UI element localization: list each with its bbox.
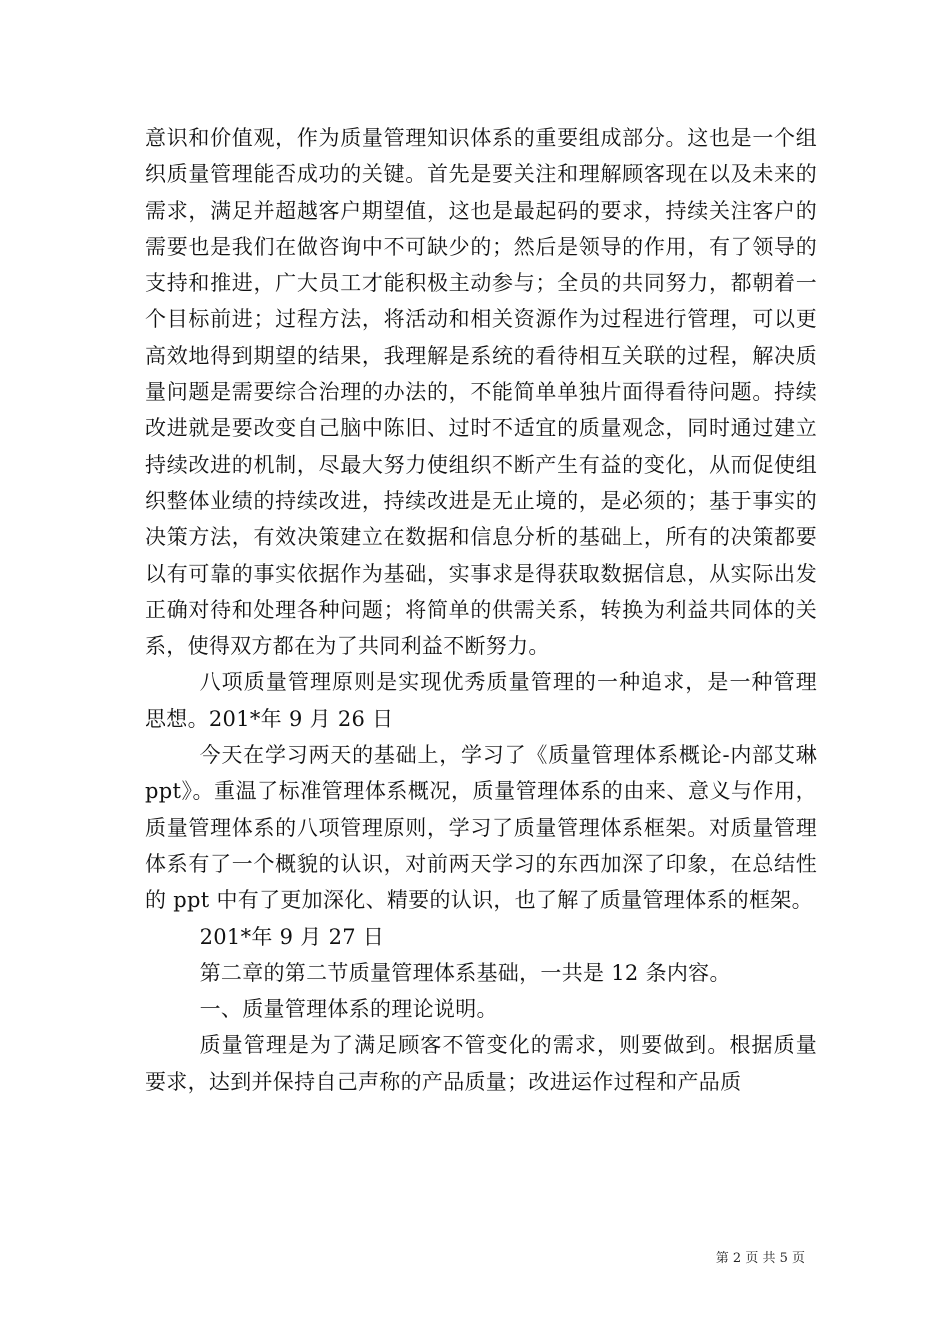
paragraph-quality-management: 质量管理是为了满足顾客不管变化的需求，则要做到。根据质量要求，达到并保持自己声称的产品质量；改进运作过程和产品质	[145, 1033, 817, 1094]
page-number: 第 2 页 共 5 页	[715, 1251, 805, 1266]
document-body	[145, 120, 817, 1100]
date-heading: 201*年 9 月 27 日	[199, 924, 385, 949]
section-heading-theory: 一、质量管理体系的理论说明。	[199, 997, 498, 1022]
paragraph-principles-explanation: 意识和价值观，作为质量管理知识体系的重要组成部分。这也是一个组织质量管理能否成功的关键。首先是要关注和理解顾客现在以及未来的需求，满足并超越客户期望值，这也是最起码的要求，持续关注客户的需要也是我们在做咨询中不可缺少的；然后是领导的作用，有了领导的支持和推进，广大员工才能积极主动参与；全员的共同努力，都朝着一个目标前进；过程方法，将活动和相关资源作为过程进行管理，可以更高效地得到期望的结果，我理解是系统的看待相互关联的过程，解决质量问题是需要综合治理的办法的，不能简单单独片面得看待问题。持续改进就是要改变自己脑中陈旧、过时不适宜的质量观念，同时通过建立持续改进的机制，尽最大努力使组织不断产生有益的变化，从而促使组织整体业绩的持续改进，持续改进是无止境的，是必须的；基于事实的决策方法，有效决策建立在数据和信息分析的基础上，所有的决策都要以有可靠的事实依据作为基础，实事求是得获取数据信息，从实际出发正确对待和处理各种问题；将简单的供需关系，转换为利益共同体的关系，使得双方都在为了共同利益不断努力。	[145, 126, 817, 659]
paragraph-eight-principles: 八项质量管理原则是实现优秀质量管理的一种追求，是一种管理思想。201*年 9 月 26 日	[145, 670, 817, 731]
paragraph-ppt-study: 今天在学习两天的基础上，学习了《质量管理体系概论-内部艾琳 ppt》。重温了标准管理体系概况，质量管理体系的由来、意义与作用，质量管理体系的八项管理原则，学习了质量管理体系框架。对质量管理体系有了一个概貌的认识，对前两天学习的东西加深了印象，在总结性的 ppt 中有了更加深化、精要的认识，也了解了质量管理体系的框架。	[145, 743, 817, 913]
paragraph-chapter-two: 第二章的第二节质量管理体系基础，一共是 12 条内容。	[199, 960, 731, 985]
